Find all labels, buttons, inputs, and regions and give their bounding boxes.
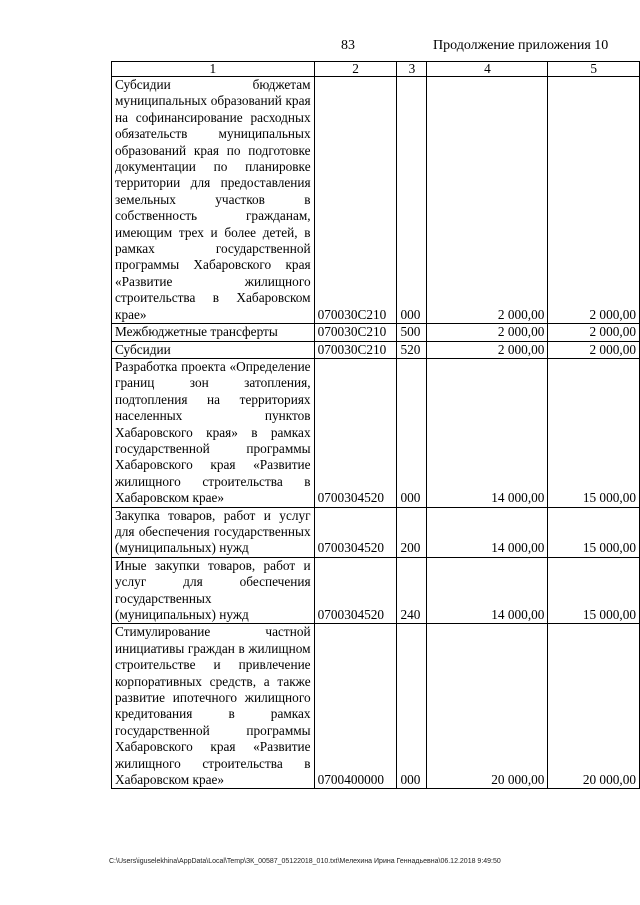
row-code: 0700304520	[314, 557, 397, 624]
row-amount-2: 20 000,00	[548, 624, 640, 789]
row-amount-1: 14 000,00	[427, 507, 548, 557]
row-kind: 000	[397, 358, 427, 507]
row-kind: 500	[397, 324, 427, 341]
footer-path: C:\Users\iguselekhina\AppData\Local\Temp\ЗК_00587_05122018_010.txt\Мелехина Ирина Геннадьевна\06.12.2018 9:49:50	[109, 858, 501, 865]
column-header: 5	[548, 62, 640, 77]
row-amount-1: 14 000,00	[427, 358, 548, 507]
table-row	[112, 507, 640, 557]
budget-table	[111, 61, 640, 789]
row-amount-2: 2 000,00	[548, 324, 640, 341]
row-amount-1: 2 000,00	[427, 341, 548, 358]
row-name: Субсидии бюджетам муниципальных образований края на софинансирование расходных обязательств муниципальных образований края по подготовке документации по планировке территории для предоставления земельных участков в собственность гражданам, имеющим трех и более детей, в рамках государственной программы Хабаровского края «Развитие жилищного строительства в Хабаровском крае»	[112, 77, 315, 324]
row-name: Закупка товаров, работ и услуг для обеспечения государственных (муниципальных) нужд	[112, 507, 315, 557]
row-name: Стимулирование частной инициативы граждан в жилищном строительстве и привлечение корпоративных средств, а также развитие ипотечного жилищного кредитования в рамках государственной программы Хабаровского края «Развитие жилищного строительства в Хабаровском крае»	[112, 624, 315, 789]
table-header-row	[112, 62, 640, 77]
table-row	[112, 324, 640, 341]
row-amount-2: 15 000,00	[548, 358, 640, 507]
page-number: 83	[341, 38, 355, 53]
row-amount-2: 2 000,00	[548, 77, 640, 324]
table-row	[112, 77, 640, 324]
row-amount-1: 2 000,00	[427, 324, 548, 341]
row-amount-1: 14 000,00	[427, 557, 548, 624]
column-header: 3	[397, 62, 427, 77]
row-name: Иные закупки товаров, работ и услуг для обеспечения государственных (муниципальных) нужд	[112, 557, 315, 624]
row-kind: 240	[397, 557, 427, 624]
row-kind: 000	[397, 624, 427, 789]
column-header: 1	[112, 62, 315, 77]
row-kind: 000	[397, 77, 427, 324]
row-kind: 520	[397, 341, 427, 358]
row-code: 0700304520	[314, 358, 397, 507]
table-row	[112, 358, 640, 507]
row-code: 0700304520	[314, 507, 397, 557]
row-name: Субсидии	[112, 341, 315, 358]
column-header: 4	[427, 62, 548, 77]
row-code: 070030С210	[314, 341, 397, 358]
row-name: Разработка проекта «Определение границ зон затопления, подтопления на территориях населенных пунктов Хабаровского края» в рамках государственной программы Хабаровского края «Развитие жилищного строительства в Хабаровском крае»	[112, 358, 315, 507]
row-amount-1: 2 000,00	[427, 77, 548, 324]
table-row	[112, 557, 640, 624]
row-amount-2: 15 000,00	[548, 557, 640, 624]
row-code: 070030С210	[314, 77, 397, 324]
table-row	[112, 341, 640, 358]
continuation-label: Продолжение приложения 10	[433, 38, 609, 53]
row-name: Межбюджетные трансферты	[112, 324, 315, 341]
row-amount-2: 2 000,00	[548, 341, 640, 358]
row-code: 070030С210	[314, 324, 397, 341]
column-header: 2	[314, 62, 397, 77]
row-kind: 200	[397, 507, 427, 557]
row-code: 0700400000	[314, 624, 397, 789]
table-row	[112, 624, 640, 789]
row-amount-2: 15 000,00	[548, 507, 640, 557]
row-amount-1: 20 000,00	[427, 624, 548, 789]
